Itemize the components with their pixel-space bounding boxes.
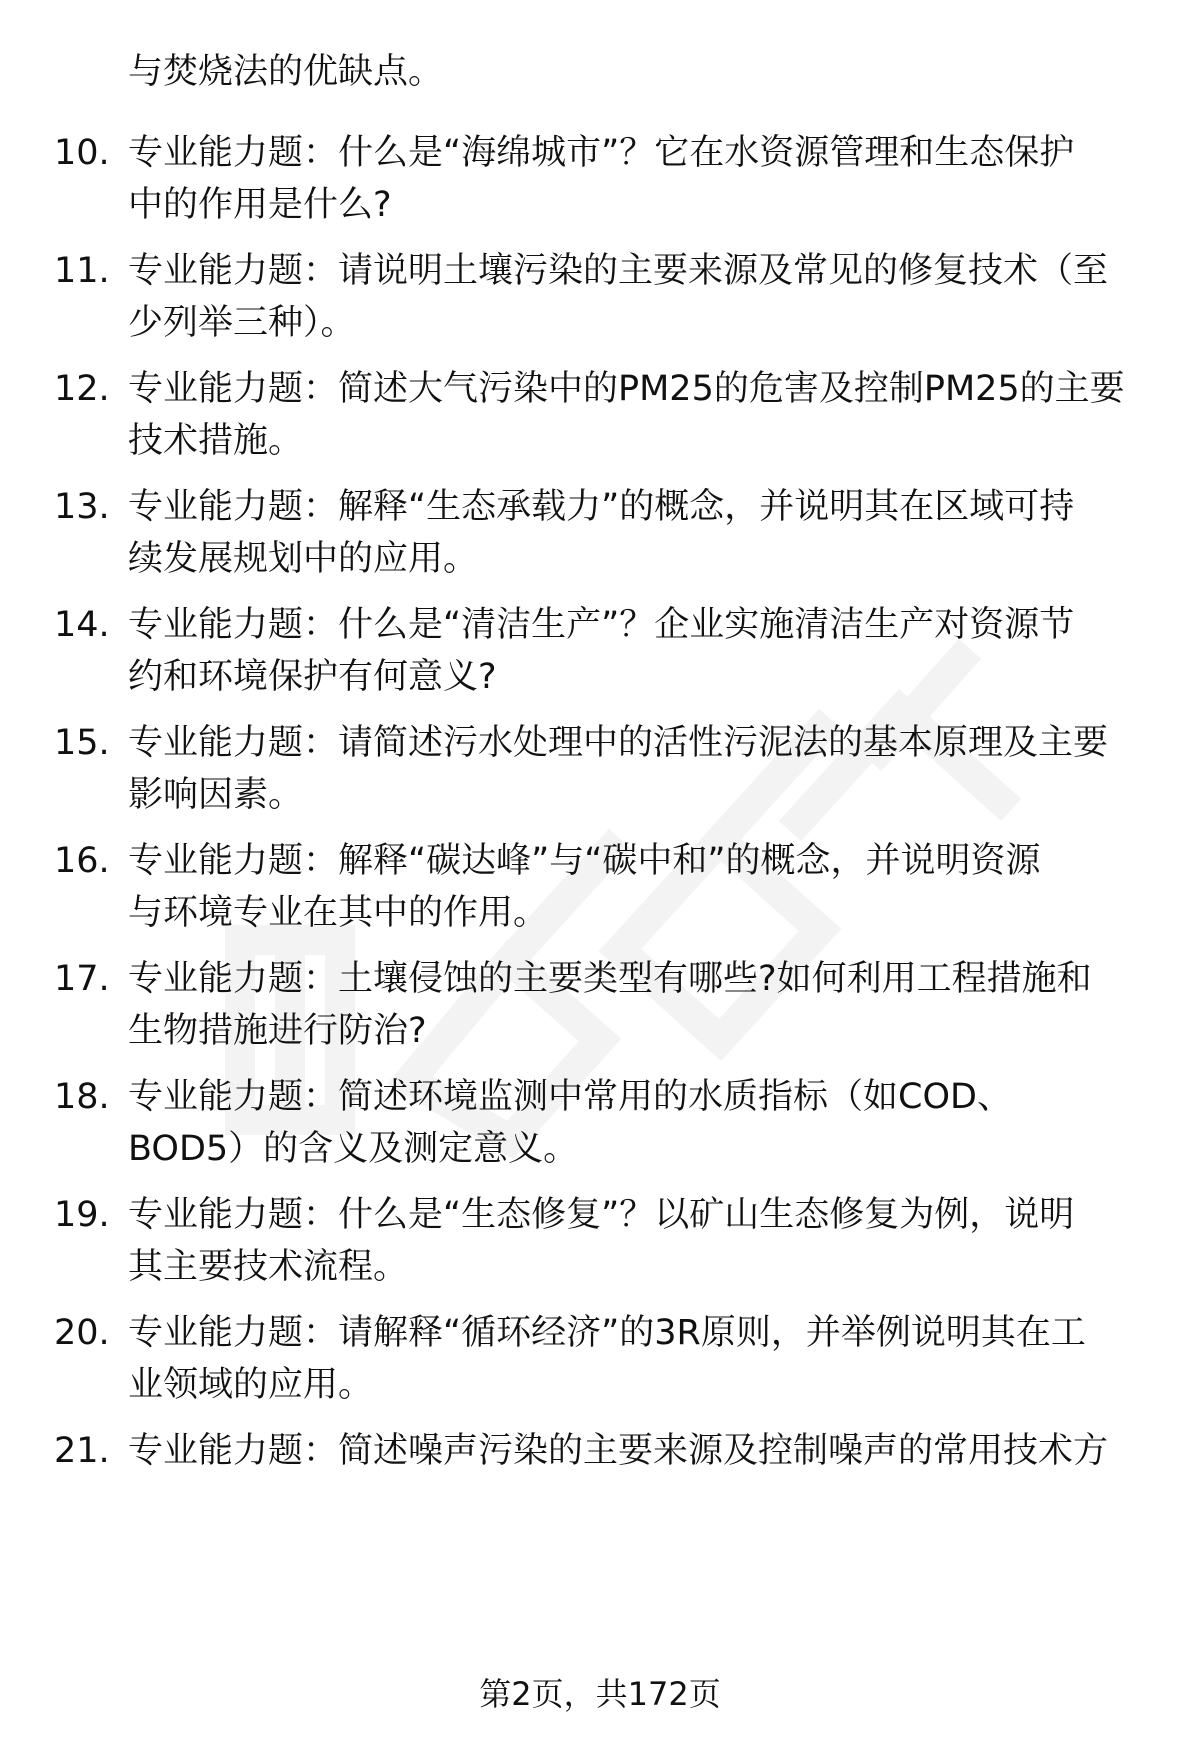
continuation-text: 与焚烧法的优缺点。 (128, 52, 444, 92)
question-text-line2: BOD5）的含义及测定意义。 (128, 1129, 579, 1169)
question-text-line2: 技术措施。 (128, 421, 304, 461)
question-text-line1: 专业能力题：简述环境监测中常用的水质指标（如COD、 (128, 1077, 1012, 1117)
question-number: 19. (54, 1195, 110, 1235)
question-text-line1: 专业能力题：解释“生态承载力”的概念，并说明其在区域可持 (128, 487, 1075, 527)
question-number: 16. (54, 841, 110, 881)
question-number: 12. (54, 369, 110, 409)
question-text-line1: 专业能力题：什么是“生态修复”？以矿山生态修复为例，说明 (128, 1195, 1075, 1235)
question-text-line1: 专业能力题：简述噪声污染的主要来源及控制噪声的常用技术方 (128, 1431, 1109, 1471)
question-text-line2: 业领域的应用。 (128, 1365, 374, 1405)
question-text-line1: 专业能力题：什么是“清洁生产”？企业实施清洁生产对资源节 (128, 605, 1075, 645)
question-text-line1: 专业能力题：请解释“循环经济”的3R原则，并举例说明其在工 (128, 1313, 1086, 1353)
question-text-line2: 与环境专业在其中的作用。 (128, 893, 549, 933)
question-number: 11. (54, 251, 110, 291)
page-footer: 第2页，共172页 (479, 1675, 721, 1713)
question-text-line2: 续发展规划中的应用。 (128, 539, 479, 579)
question-text-line1: 专业能力题：请简述污水处理中的活性污泥法的基本原理及主要 (128, 723, 1109, 763)
question-text-line2: 少列举三种）。 (128, 303, 356, 343)
question-text-line1: 专业能力题：土壤侵蚀的主要类型有哪些?如何利用工程措施和 (128, 959, 1092, 999)
question-text-line1: 专业能力题：解释“碳达峰”与“碳中和”的概念，并说明资源 (128, 841, 1041, 881)
question-number: 20. (54, 1313, 110, 1353)
question-number: 10. (54, 133, 110, 173)
question-text-line2: 生物措施进行防治? (128, 1011, 427, 1051)
question-number: 21. (54, 1431, 110, 1471)
question-number: 17. (54, 959, 110, 999)
question-text-line1: 专业能力题：简述大气污染中的PM25的危害及控制PM25的主要 (128, 369, 1125, 409)
question-number: 18. (54, 1077, 110, 1117)
question-text-line1: 专业能力题：请说明土壤污染的主要来源及常见的修复技术（至 (128, 251, 1109, 291)
question-text-line1: 专业能力题：什么是“海绵城市”？它在水资源管理和生态保护 (128, 133, 1075, 173)
question-text-line2: 约和环境保护有何意义? (128, 657, 497, 697)
question-text-line2: 中的作用是什么? (128, 185, 392, 225)
question-text-line2: 其主要技术流程。 (128, 1247, 409, 1287)
question-number: 14. (54, 605, 110, 645)
question-number: 15. (54, 723, 110, 763)
question-text-line2: 影响因素。 (128, 775, 304, 815)
question-number: 13. (54, 487, 110, 527)
